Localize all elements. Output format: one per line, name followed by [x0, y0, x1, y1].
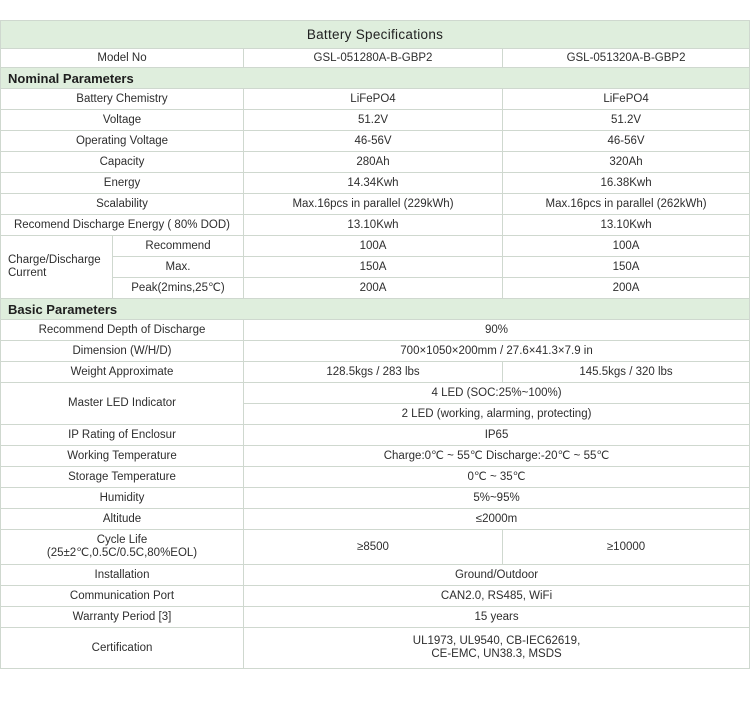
spec-label: Energy: [1, 173, 244, 194]
certification-line: CE-EMC, UN38.3, MSDS: [431, 648, 562, 660]
spec-value: 15 years: [244, 607, 750, 628]
spec-value: 2 LED (working, alarming, protecting): [244, 404, 750, 425]
cycle-life-title: Cycle Life: [96, 534, 148, 546]
spec-label: Weight Approximate: [1, 362, 244, 383]
spec-value-m1: 200A: [244, 278, 503, 299]
nominal-heading: Nominal Parameters: [1, 68, 750, 89]
spec-value-m1: Max.16pcs in parallel (229kWh): [244, 194, 503, 215]
spec-label: Communication Port: [1, 586, 244, 607]
table-title: Battery Specifications: [1, 21, 750, 49]
spec-label: Recomend Discharge Energy ( 80% DOD): [1, 215, 244, 236]
spec-value-m1: 280Ah: [244, 152, 503, 173]
spec-value: Charge:0℃ ~ 55℃ Discharge:-20℃ ~ 55℃: [244, 446, 750, 467]
spec-value-m2: Max.16pcs in parallel (262kWh): [503, 194, 750, 215]
spec-row: [1, 425, 750, 446]
certification-value: [244, 628, 750, 669]
spec-value-m1: 14.34Kwh: [244, 173, 503, 194]
spec-row: [1, 320, 750, 341]
spec-value-m1: ≥8500: [244, 530, 503, 565]
spec-value: 5%~95%: [244, 488, 750, 509]
spec-row: [1, 110, 750, 131]
spec-label: Warranty Period [3]: [1, 607, 244, 628]
spec-value-m1: 51.2V: [244, 110, 503, 131]
spec-row: [1, 530, 750, 565]
charge-row: [1, 257, 750, 278]
basic-heading: Basic Parameters: [1, 299, 750, 320]
spec-row: [1, 173, 750, 194]
spec-value-m1: 128.5kgs / 283 lbs: [244, 362, 503, 383]
spec-row: [1, 152, 750, 173]
spec-row: [1, 131, 750, 152]
title-row: [1, 21, 750, 49]
charge-sub-label: Max.: [113, 257, 244, 278]
spec-row: [1, 194, 750, 215]
spec-row: [1, 341, 750, 362]
spec-table: [0, 20, 750, 669]
spec-value: 90%: [244, 320, 750, 341]
spec-row: [1, 607, 750, 628]
spec-row: [1, 586, 750, 607]
certification-line: UL1973, UL9540, CB-IEC62619,: [412, 635, 581, 647]
spec-value: IP65: [244, 425, 750, 446]
spec-row: [1, 446, 750, 467]
cycle-life-condition: (25±2℃,0.5C/0.5C,80%EOL): [46, 547, 198, 559]
spec-label: IP Rating of Enclosur: [1, 425, 244, 446]
spec-label: Scalability: [1, 194, 244, 215]
spec-value: 0℃ ~ 35℃: [244, 467, 750, 488]
spec-value-m1: 100A: [244, 236, 503, 257]
spec-label: Voltage: [1, 110, 244, 131]
spec-row: [1, 628, 750, 669]
spec-row: [1, 509, 750, 530]
cycle-life-label: [1, 530, 244, 565]
spec-label: Capacity: [1, 152, 244, 173]
led-row: [1, 383, 750, 404]
spec-value-m1: LiFePO4: [244, 89, 503, 110]
spec-value-m2: 320Ah: [503, 152, 750, 173]
nominal-section-row: [1, 68, 750, 89]
charge-sub-label: Peak(2mins,25℃): [113, 278, 244, 299]
spec-value-m2: 13.10Kwh: [503, 215, 750, 236]
spec-value-m2: 145.5kgs / 320 lbs: [503, 362, 750, 383]
model-1: GSL-051280A-B-GBP2: [244, 49, 503, 68]
spec-value-m1: 150A: [244, 257, 503, 278]
charge-sub-label: Recommend: [113, 236, 244, 257]
spec-value-m2: 51.2V: [503, 110, 750, 131]
spec-value: 4 LED (SOC:25%~100%): [244, 383, 750, 404]
spec-label: Recommend Depth of Discharge: [1, 320, 244, 341]
spec-value: ≤2000m: [244, 509, 750, 530]
spec-label: Operating Voltage: [1, 131, 244, 152]
spec-value-m2: 200A: [503, 278, 750, 299]
spec-label: Storage Temperature: [1, 467, 244, 488]
spec-label: Master LED Indicator: [1, 383, 244, 425]
model-row: [1, 49, 750, 68]
spec-value-m1: 46-56V: [244, 131, 503, 152]
spec-row: [1, 488, 750, 509]
model-label: Model No: [1, 49, 244, 68]
spec-label: Humidity: [1, 488, 244, 509]
model-2: GSL-051320A-B-GBP2: [503, 49, 750, 68]
spec-value-m2: 46-56V: [503, 131, 750, 152]
basic-section-row: [1, 299, 750, 320]
spec-row: [1, 89, 750, 110]
spec-value-m2: 150A: [503, 257, 750, 278]
charge-row: [1, 236, 750, 257]
spec-row: [1, 467, 750, 488]
spec-value-m2: 100A: [503, 236, 750, 257]
spec-label: Dimension (W/H/D): [1, 341, 244, 362]
spec-value: Ground/Outdoor: [244, 565, 750, 586]
spec-label: Installation: [1, 565, 244, 586]
spec-value: 700×1050×200mm / 27.6×41.3×7.9 in: [244, 341, 750, 362]
charge-group-label: Charge/Discharge Current: [1, 236, 113, 299]
spec-row: [1, 565, 750, 586]
spec-label: Altitude: [1, 509, 244, 530]
spec-value-m2: 16.38Kwh: [503, 173, 750, 194]
charge-row: [1, 278, 750, 299]
spec-value: CAN2.0, RS485, WiFi: [244, 586, 750, 607]
spec-value-m2: LiFePO4: [503, 89, 750, 110]
spec-label: Battery Chemistry: [1, 89, 244, 110]
spec-row: [1, 215, 750, 236]
spec-label: Working Temperature: [1, 446, 244, 467]
spec-label: Certification: [1, 628, 244, 669]
spec-value-m2: ≥10000: [503, 530, 750, 565]
spec-value-m1: 13.10Kwh: [244, 215, 503, 236]
spec-row: [1, 362, 750, 383]
